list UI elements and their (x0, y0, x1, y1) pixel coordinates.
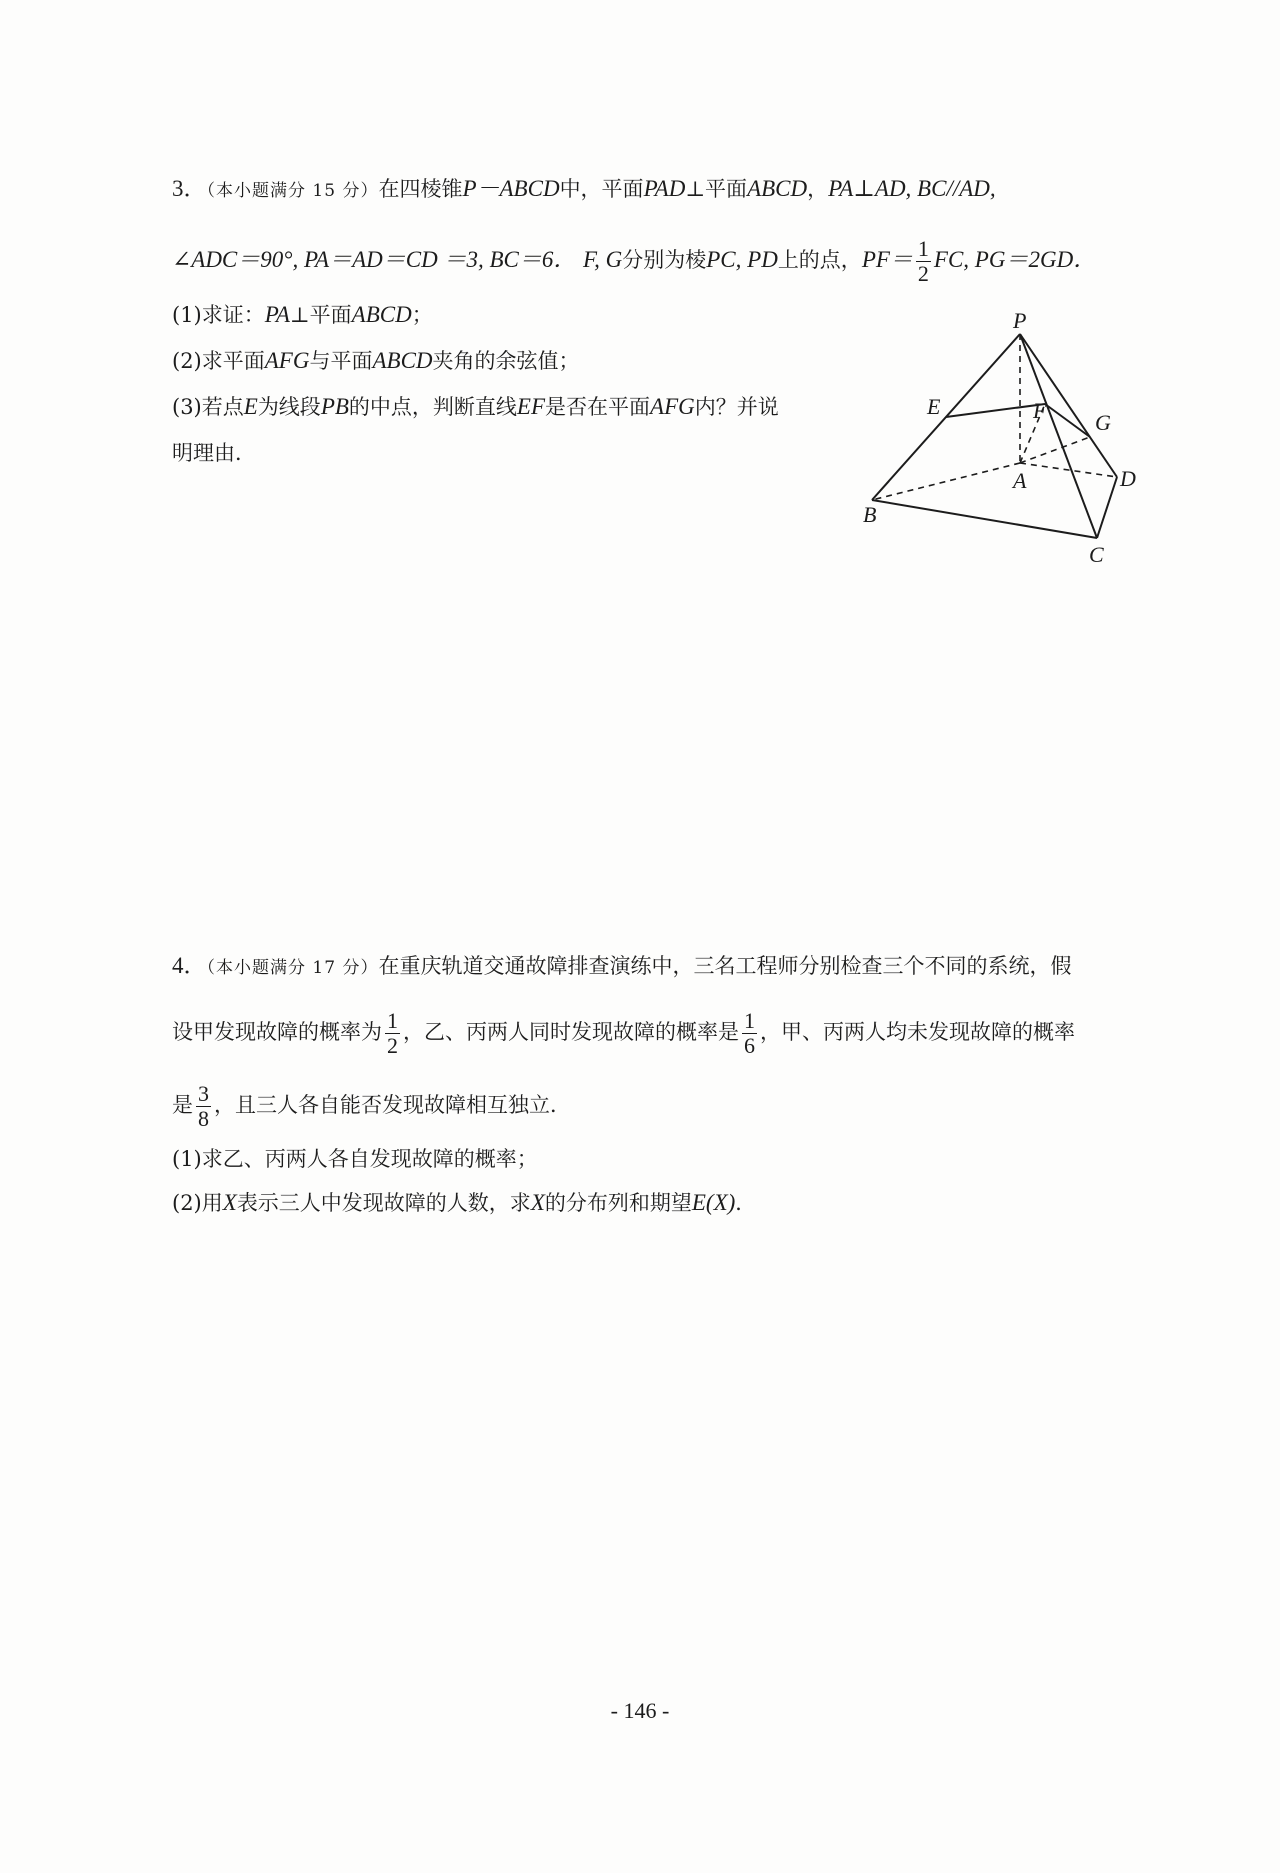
math-expression: AFG (650, 394, 695, 419)
edge-BC (872, 500, 1097, 538)
math-expression: PF＝ (861, 247, 913, 272)
label-F: F (1033, 398, 1047, 423)
label-C: C (1089, 542, 1104, 567)
problem3-text: 分别为棱 (622, 248, 707, 272)
problem3-line1 (172, 174, 996, 206)
question-text: (2)用 (172, 1191, 223, 1215)
problem4-line1 (172, 951, 1071, 983)
fraction-denominator: 2 (917, 261, 929, 286)
question-text: ； (411, 303, 433, 327)
fraction-numerator: 1 (744, 1008, 755, 1033)
problem3-score-note: （本小题满分 15 分） (206, 181, 379, 201)
question-text: 明理由． (172, 441, 256, 465)
problem3-question1 (172, 300, 433, 330)
math-expression: PAD (643, 176, 686, 201)
pyramid-figure (855, 300, 1165, 570)
label-P: P (1013, 308, 1027, 333)
math-expression: X (530, 1190, 545, 1215)
problem3-question3-cont (172, 438, 256, 468)
math-expression: ABCD (372, 348, 433, 373)
question-text: 与平面 (309, 349, 373, 373)
problem3-text: ⊥平面 (685, 177, 748, 201)
fraction-numerator: 1 (387, 1008, 398, 1033)
question-text: 夹角的余弦值； (432, 349, 580, 373)
math-expression: AFG (264, 348, 310, 373)
fraction (196, 1083, 211, 1130)
problem4-text: ，且三人各自能否发现故障相互独立． (214, 1093, 571, 1117)
fraction (916, 238, 931, 285)
math-expression: PA⊥AD, BC//AD, (828, 176, 996, 201)
question-text: 的中点，判断直线 (348, 395, 517, 419)
problem4-question2 (172, 1188, 756, 1218)
edge-PC (1020, 334, 1097, 538)
fraction-numerator: 3 (198, 1081, 209, 1106)
fraction-numerator: 1 (917, 236, 929, 261)
problem3-line2 (172, 238, 1096, 285)
question-text: 的分布列和期望 (544, 1191, 692, 1215)
problem3-text: 在四棱锥 (378, 177, 463, 201)
math-expression: E(X) (691, 1190, 736, 1215)
problem3-text: ， (807, 177, 829, 201)
math-expression: PC, PD (706, 247, 778, 272)
question-text: 为线段 (257, 395, 321, 419)
question-text: 是否在平面 (545, 395, 651, 419)
problem4-question1 (172, 1144, 538, 1174)
math-expression: PB (320, 394, 349, 419)
fraction-denominator: 2 (387, 1033, 398, 1058)
math-expression: ABCD (747, 176, 808, 201)
problem4-line2 (172, 1010, 1075, 1057)
problem3-question2 (172, 346, 580, 376)
math-expression: FC, PG＝2GD． (933, 247, 1097, 272)
question-text: (1)求证： (172, 303, 265, 327)
math-expression: E (243, 394, 258, 419)
question-text: ⊥平面 (289, 303, 352, 327)
edge-AB (872, 463, 1020, 500)
segment-EF (946, 404, 1045, 417)
question-text: 表示三人中发现故障的人数，求 (236, 1191, 531, 1215)
math-expression: ABCD (351, 302, 412, 327)
problem4-text: 是 (172, 1093, 193, 1117)
math-expression: EF (516, 394, 546, 419)
edge-CD (1097, 477, 1117, 538)
problem4-score-note: （本小题满分 17 分） (206, 958, 379, 978)
problem4-text: ，乙、丙两人同时发现故障的概率是 (403, 1020, 739, 1044)
fraction-denominator: 6 (744, 1033, 755, 1058)
page-number: - 146 - (610, 1698, 670, 1723)
question-text: (3)若点 (172, 395, 244, 419)
label-B: B (863, 502, 877, 527)
math-expression: P－ABCD (462, 176, 560, 201)
problem4-text: 设甲发现故障的概率为 (172, 1020, 382, 1044)
math-expression: X (222, 1190, 237, 1215)
problem3-text: 中，平面 (559, 177, 644, 201)
fraction (742, 1010, 757, 1057)
label-G: G (1095, 410, 1111, 435)
problem4-line3 (172, 1083, 571, 1130)
question-text: (1)求乙、丙两人各自发现故障的概率； (172, 1147, 538, 1171)
segment-AG (1020, 437, 1090, 463)
problem4-text: ，甲、丙两人均未发现故障的概率 (760, 1020, 1075, 1044)
math-expression: PA (264, 302, 290, 327)
label-D: D (1120, 466, 1136, 491)
label-A: A (1013, 468, 1027, 493)
math-expression: ∠ADC＝90°, PA＝AD＝CD ＝3, BC＝6． (172, 247, 577, 272)
label-E: E (927, 394, 941, 419)
fraction (385, 1010, 400, 1057)
question-text: 内？并说 (694, 395, 779, 419)
problem3-question3 (172, 392, 779, 422)
problem4-text: 在重庆轨道交通故障排查演练中，三名工程师分别检查三个不同的系统，假 (378, 954, 1072, 978)
math-expression: F, G (583, 247, 623, 272)
fraction-denominator: 8 (198, 1106, 209, 1131)
problem3-text: 上的点， (777, 248, 862, 272)
problem3-number: 3． (172, 176, 207, 201)
question-text: (2)求平面 (172, 349, 265, 373)
problem4-number: 4． (172, 953, 207, 978)
question-text: ． (735, 1191, 757, 1215)
